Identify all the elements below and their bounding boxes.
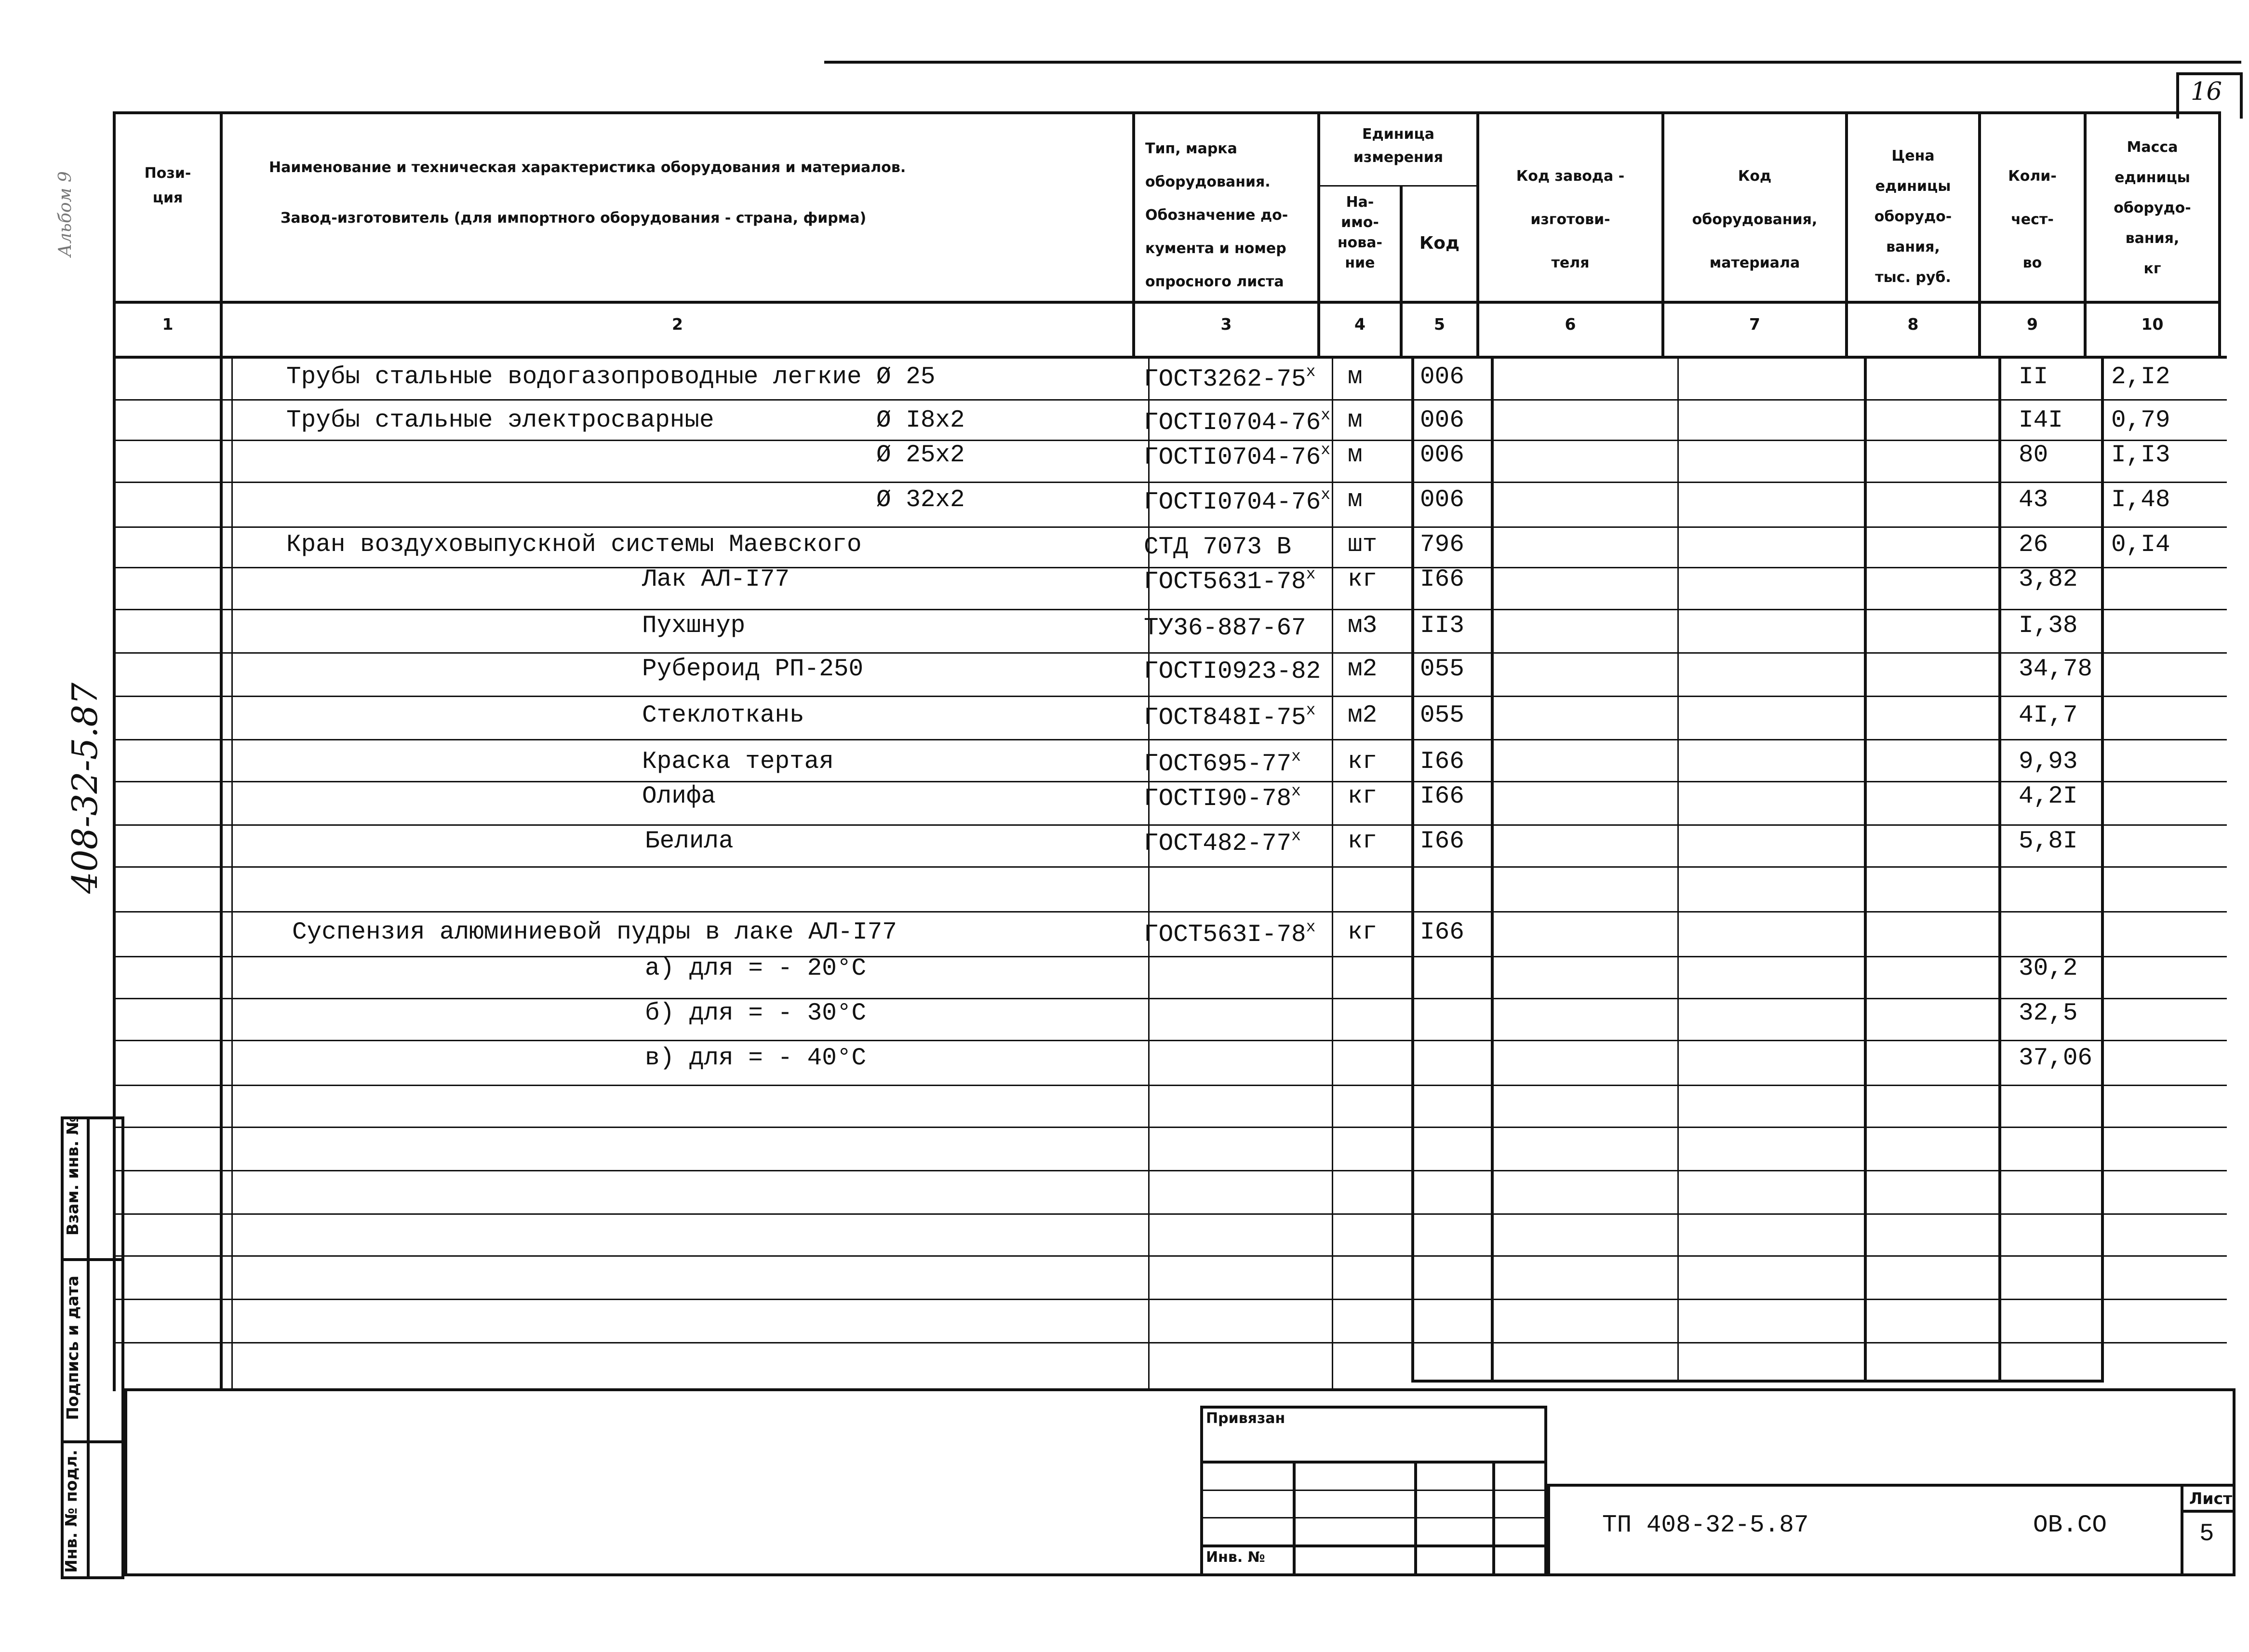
row-quantity: 3,82 xyxy=(2019,567,2078,594)
row-size: Ø I8x2 xyxy=(876,408,965,435)
row-unit-code: 055 xyxy=(1420,703,1464,730)
col-number-3: 3 xyxy=(1220,315,1232,334)
row-document-mark: х xyxy=(1321,443,1331,460)
header-unit-code: Код xyxy=(1419,233,1460,253)
row-unit-code: 006 xyxy=(1420,443,1464,470)
row-document-mark: х xyxy=(1291,784,1301,801)
row-document-text: ГОСТ482-77 xyxy=(1144,831,1292,859)
header-name-line2: Завод-изготовитель (для импортного оборудования - страна, фирма) xyxy=(281,211,867,227)
row-mass: 2,I2 xyxy=(2111,364,2170,392)
row-document xyxy=(1144,920,1315,950)
row-name: Олифа xyxy=(642,784,716,811)
row-document-text: ГОСТI0704-76 xyxy=(1144,489,1321,517)
row-document xyxy=(1144,364,1315,394)
header-position: Пози- ция xyxy=(144,166,191,207)
row-quantity: 34,78 xyxy=(2019,657,2093,684)
header-factory-code: Код завода - изготови- теля xyxy=(1516,169,1625,272)
row-unit: м xyxy=(1348,443,1363,470)
header-mass: Масса единицы оборудо- вания, кг xyxy=(2114,140,2191,278)
col-number-4: 4 xyxy=(1354,315,1365,334)
row-size: Ø 25x2 xyxy=(876,443,965,470)
row-document xyxy=(1144,703,1315,733)
top-sheet-number: 16 xyxy=(2191,78,2222,107)
row-document-text: ГОСТI90-78 xyxy=(1144,786,1292,814)
row-quantity: I4I xyxy=(2019,408,2063,435)
row-document-text: СТД 7073 В xyxy=(1144,534,1292,562)
row-quantity: I,38 xyxy=(2019,613,2078,641)
row-document-mark: х xyxy=(1291,749,1301,766)
row-quantity: 26 xyxy=(2019,532,2048,560)
row-quantity: 80 xyxy=(2019,443,2048,470)
row-quantity: II xyxy=(2019,364,2048,392)
row-unit: м xyxy=(1348,364,1363,392)
row-unit: кг xyxy=(1348,920,1378,947)
row-document-text: ТУ36-887-67 xyxy=(1144,615,1306,643)
row-size: Ø 25 xyxy=(876,364,936,392)
bound-block-title: Привязан xyxy=(1206,1411,1285,1427)
header-unit-name: На- имо- нова- ние xyxy=(1337,195,1382,272)
col-number-10: 10 xyxy=(2141,315,2164,334)
row-unit-code: 006 xyxy=(1420,487,1464,515)
row-unit-code: 055 xyxy=(1420,657,1464,684)
row-document xyxy=(1144,532,1291,562)
row-unit-code: II3 xyxy=(1420,613,1464,641)
row-unit-code: I66 xyxy=(1420,829,1464,856)
side-label-replace-inv: Взам. инв. № xyxy=(64,1115,82,1236)
row-document-text: ГОСТ848I-75 xyxy=(1144,705,1306,733)
row-document-mark: х xyxy=(1306,567,1316,584)
row-document-mark: х xyxy=(1306,703,1316,720)
header-quantity: Коли- чест- во xyxy=(2008,169,2057,272)
side-label-signature-date: Подпись и дата xyxy=(64,1276,82,1420)
row-mass: 0,79 xyxy=(2111,408,2170,435)
row-unit: кг xyxy=(1348,567,1378,594)
side-label-original-inv: Инв. № подл. xyxy=(62,1450,81,1573)
row-document xyxy=(1144,784,1301,814)
row-name: Рубероид РП-250 xyxy=(642,657,864,684)
row-quantity: 37,06 xyxy=(2019,1046,2093,1073)
row-quantity: 43 xyxy=(2019,487,2048,515)
row-document-text: ГОСТI0704-76 xyxy=(1144,410,1321,438)
row-document xyxy=(1144,443,1330,472)
col-number-1: 1 xyxy=(162,315,174,334)
title-sheet-label: Лист xyxy=(2189,1490,2233,1508)
row-mass: I,I3 xyxy=(2111,443,2170,470)
row-document-text: ГОСТI0704-76 xyxy=(1144,444,1321,472)
row-unit: м3 xyxy=(1348,613,1378,641)
row-name: Пухшнур xyxy=(642,613,746,641)
col-number-5: 5 xyxy=(1434,315,1445,334)
row-document-mark: х xyxy=(1291,829,1301,846)
header-equipment-code: Код оборудования, материала xyxy=(1692,169,1818,272)
row-name: б) для = - 30°С xyxy=(645,1001,867,1028)
header-price: Цена единицы оборудо- вания, тыс. руб. xyxy=(1874,149,1952,286)
row-document xyxy=(1144,487,1330,517)
row-document-mark: х xyxy=(1306,364,1316,382)
row-unit: м xyxy=(1348,408,1363,435)
row-document xyxy=(1144,613,1306,643)
row-unit: м2 xyxy=(1348,703,1378,730)
row-name: Краска тертая xyxy=(642,749,834,777)
col-number-6: 6 xyxy=(1565,315,1576,334)
row-unit-code: I66 xyxy=(1420,567,1464,594)
row-document xyxy=(1144,749,1301,779)
row-quantity: 5,8I xyxy=(2019,829,2078,856)
row-document-text: ГОСТI0923-82 xyxy=(1144,658,1321,686)
row-name: Суспензия алюминиевой пудры в лаке АЛ-I77 xyxy=(292,920,897,947)
row-quantity: 30,2 xyxy=(2019,956,2078,983)
row-document-text: ГОСТ3262-75 xyxy=(1144,366,1306,394)
row-quantity: 4,2I xyxy=(2019,784,2078,811)
row-document-text: ГОСТ695-77 xyxy=(1144,751,1292,779)
row-name: Кран воздуховыпускной системы Маевского xyxy=(286,532,862,560)
row-name: Трубы стальные водогазопроводные легкие xyxy=(286,364,862,392)
header-type: Тип, марка оборудования. Обозначение до- кумента и номер опросного листа xyxy=(1145,142,1288,291)
margin-handwritten-stamp: 408-32-5.87 xyxy=(65,683,106,894)
header-name-line1: Наименование и техническая характеристика оборудования и материалов. xyxy=(269,161,906,176)
row-unit-code: I66 xyxy=(1420,749,1464,777)
row-document-text: ГОСТ5631-78 xyxy=(1144,569,1306,597)
col-number-8: 8 xyxy=(1907,315,1919,334)
title-sheet-number: 5 xyxy=(2199,1521,2214,1549)
col-number-7: 7 xyxy=(1749,315,1760,334)
top-border-line xyxy=(824,61,2241,64)
row-unit-code: 796 xyxy=(1420,532,1464,560)
margin-faint-note: Альбом 9 xyxy=(55,171,75,257)
row-document xyxy=(1144,567,1315,597)
row-unit: кг xyxy=(1348,829,1378,856)
row-unit: шт xyxy=(1348,532,1378,560)
row-document xyxy=(1144,657,1321,686)
row-unit: кг xyxy=(1348,784,1378,811)
row-unit-code: I66 xyxy=(1420,784,1464,811)
col-number-9: 9 xyxy=(2027,315,2038,334)
row-name: а) для = - 20°С xyxy=(645,956,867,983)
row-name: Трубы стальные электросварные xyxy=(286,408,714,435)
row-document xyxy=(1144,408,1330,438)
row-unit-code: 006 xyxy=(1420,364,1464,392)
row-quantity: 4I,7 xyxy=(2019,703,2078,730)
title-doc-mark: ОВ.СО xyxy=(2033,1513,2107,1540)
row-name: в) для = - 40°С xyxy=(645,1046,867,1073)
row-size: Ø 32x2 xyxy=(876,487,965,515)
row-unit: м2 xyxy=(1348,657,1378,684)
bound-block-inv: Инв. № xyxy=(1206,1550,1265,1566)
row-document-mark: х xyxy=(1306,920,1316,937)
row-name: Белила xyxy=(645,829,734,856)
row-document xyxy=(1144,829,1301,859)
row-name: Лак АЛ-I77 xyxy=(642,567,790,594)
row-document-mark: х xyxy=(1321,408,1331,425)
row-unit-code: I66 xyxy=(1420,920,1464,947)
row-unit-code: 006 xyxy=(1420,408,1464,435)
row-document-mark: х xyxy=(1321,487,1331,505)
row-mass: 0,I4 xyxy=(2111,532,2170,560)
row-quantity: 9,93 xyxy=(2019,749,2078,777)
row-name: Стеклоткань xyxy=(642,703,804,730)
row-mass: I,48 xyxy=(2111,487,2170,515)
row-unit: кг xyxy=(1348,749,1378,777)
col-number-2: 2 xyxy=(672,315,683,334)
row-unit: м xyxy=(1348,487,1363,515)
row-document-text: ГОСТ563I-78 xyxy=(1144,922,1306,950)
row-quantity: 32,5 xyxy=(2019,1001,2078,1028)
title-project-code: ТП 408-32-5.87 xyxy=(1602,1513,1809,1540)
header-unit-group: Единица измерения xyxy=(1353,127,1444,166)
